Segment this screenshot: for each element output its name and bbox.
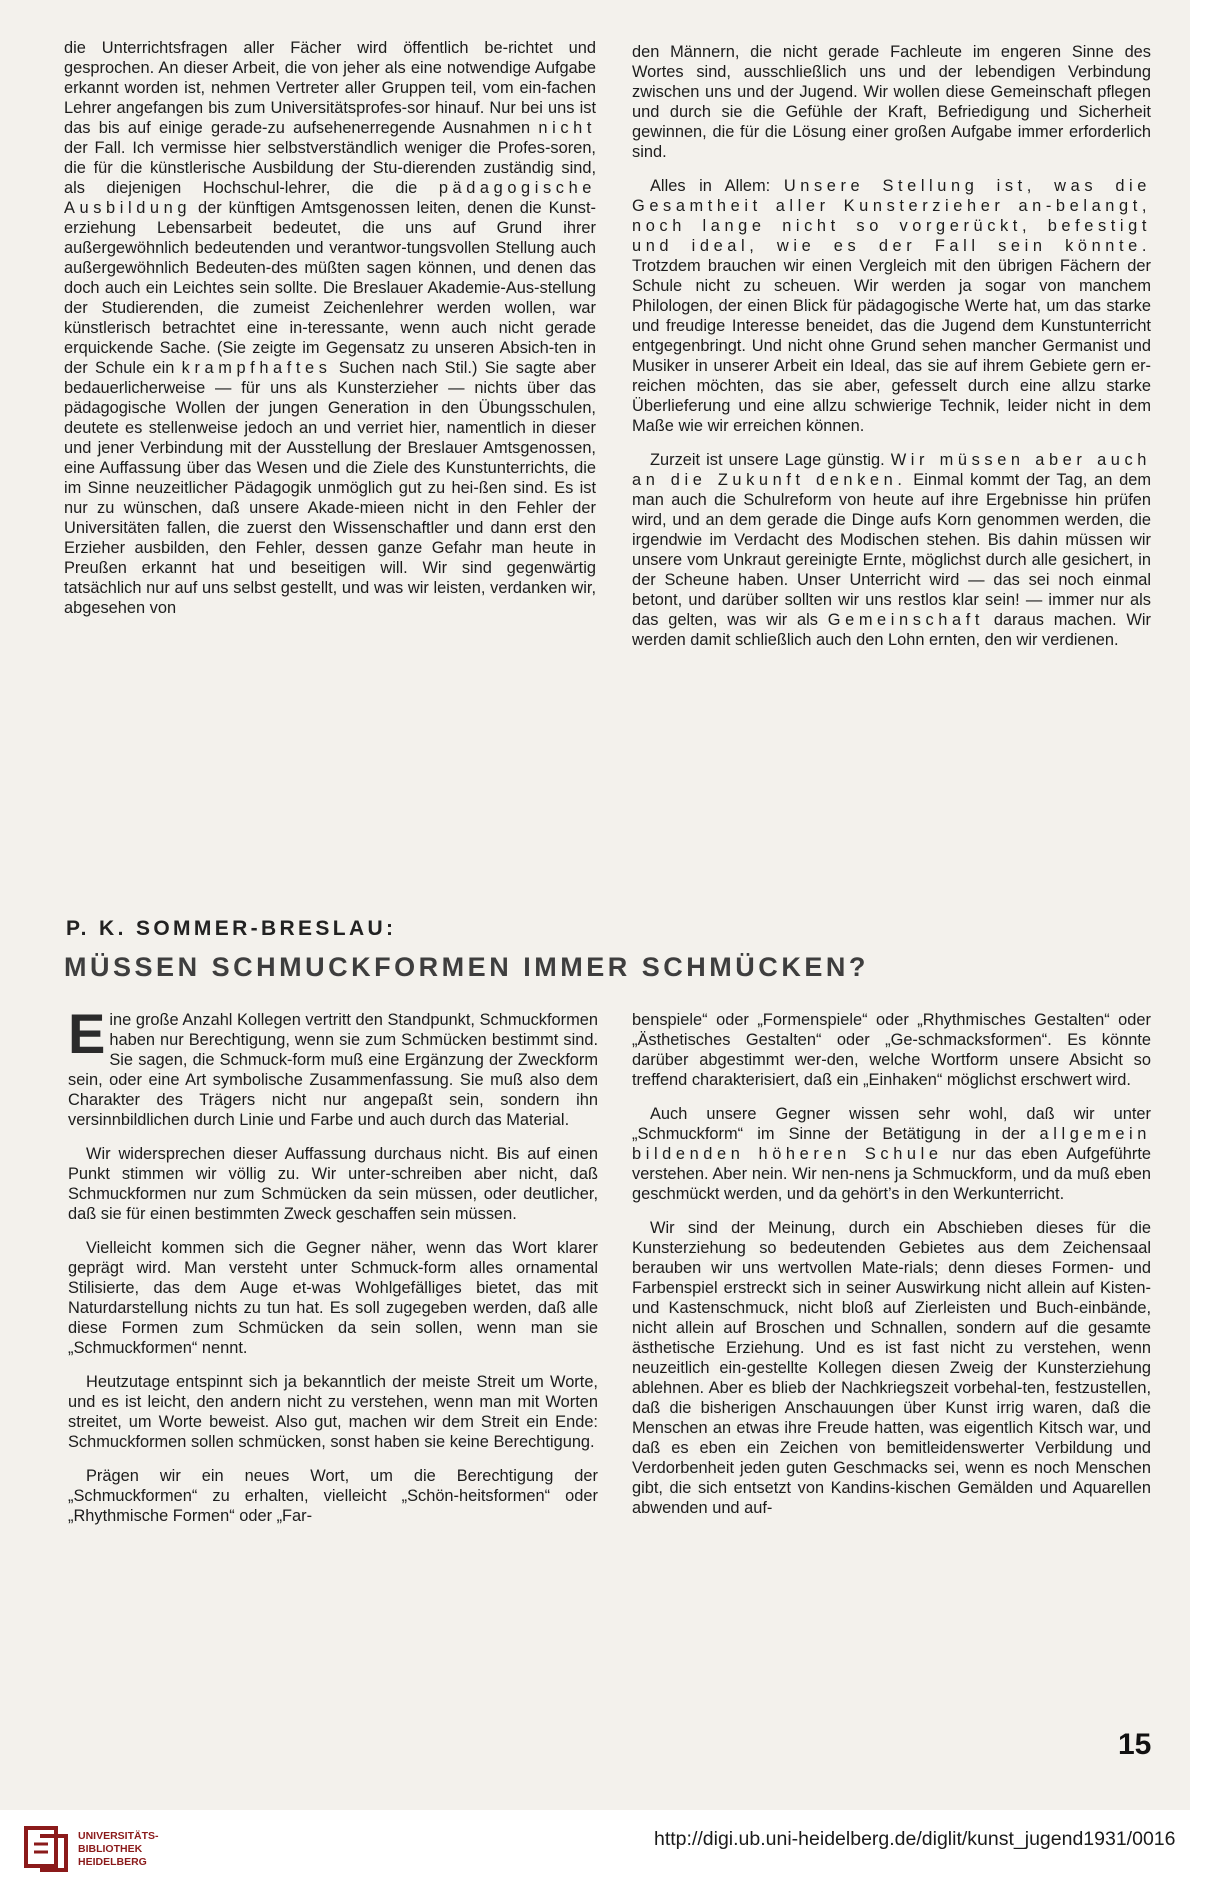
paragraph: Wir widersprechen dieser Auffassung durchaus nicht. Bis auf einen Punkt stimmen wir völlig zu. Wir unter-schreiben aber nicht, daß Schmuckformen nur zum Schmücken da sein müssen, oder deutlicher, daß sie für einen bestimmten Zweck geschaffen sein müssen. (68, 1145, 598, 1223)
spaced-emphasis: allgemein bildenden höheren Schule (632, 1125, 1151, 1163)
spaced-emphasis: Wir müssen aber auch an die Zukunft denken. (632, 451, 1151, 489)
permalink-url[interactable]: http://digi.ub.uni-heidelberg.de/diglit/kunst_jugend1931/0016 (654, 1828, 1176, 1850)
viewer-footer (0, 1810, 1229, 1901)
library-name-line: HEIDELBERG (78, 1856, 147, 1868)
library-name[interactable] (78, 1830, 159, 1869)
paragraph: Eine große Anzahl Kollegen vertritt den Standpunkt, Schmuckformen haben nur Berechtigung, wenn sie zum Schmücken bestimmt sind. Sie sagen, die Schmuck-form muß eine Ergänzung der Zweckform sein, oder eine Art symbolische Zusammenfassung. Sie muß also dem Charakter des Trägers nicht nur angepaßt sein, sondern ihn versinnbildlichen durch Linie und Farbe und auch durch das Material. (68, 1002, 598, 1129)
paragraph: Prägen wir ein neues Wort, um die Berechtigung der „Schmuckformen“ zu erhalten, vielleicht „Schön-heitsformen“ oder „Rhythmische Formen“ oder „Far- (68, 1467, 598, 1525)
paragraph: Auch unsere Gegner wissen sehr wohl, daß wir unter „Schmuckform“ im Sinne der Betätigung in der allgemein bildenden höheren Schule nur das eben Aufgeführte verstehen. Aber nein. Wir nen-nens ja Schmuckform, und da muß eben geschmückt werden, und da gehört’s in den Werkunterricht. (632, 1105, 1151, 1203)
paragraph: Heutzutage entspinnt sich ja bekanntlich der meiste Streit um Worte, und es ist leicht, den andern nicht zu verstehen, wenn man mit Worten streitet, um Worte beweist. Also gut, machen wir dem Streit ein Ende: Schmuckformen sollen schmücken, sonst haben sie keine Berechtigung. (68, 1373, 598, 1451)
spaced-emphasis: Unsere Stellung ist, was die Gesamtheit aller Kunsterzieher an-belangt, noch lange nicht so vorgerückt, befestigt und ideal, wie es der Fall sein könnte. (632, 177, 1151, 255)
spaced-emphasis: pädagogische Ausbildung (64, 179, 596, 217)
article-byline: P. K. SOMMER-BRESLAU: (66, 917, 397, 940)
article-column-left (68, 1002, 598, 1540)
paragraph: den Männern, die nicht gerade Fachleute im engeren Sinne des Wortes sind, ausschließlich uns und der lebendigen Verbindung zwischen uns und der Jugend. Wir wollen diese Gemeinschaft pflegen und durch sie die Gefühle der Kraft, Befriedigung und Sicherheit gewinnen, die für die Lösung einer großen Aufgabe immer erforderlich sind. (632, 43, 1151, 161)
paragraph: benspiele“ oder „Formenspiele“ oder „Rhythmisches Gestalten“ oder „Ästhetisches Gestalten“ oder „Ge-schmacksformen“. Es könnte darüber abgestimmt wer-den, welche Wortform unsere Absicht so treffend charakterisiert, daß ein „Einhaken“ möglichst erschwert wird. (632, 1011, 1151, 1089)
article-title: MÜSSEN SCHMUCKFORMEN IMMER SCHMÜCKEN? (64, 952, 869, 982)
page-number: 15 (1118, 1728, 1152, 1761)
library-logo-icon[interactable] (22, 1822, 72, 1874)
paragraph: Wir sind der Meinung, durch ein Abschieben dieses für die Kunsterziehung so bedeutenden Gebietes aus dem Zeichensaal berauben wir uns wertvollen Mate-rials; denn dieses Formen- und Farbenspiel erstreckt sich in seiner Auswirkung nicht allein auf Kisten- und Kastenschmuck, nicht bloß auf Zierleisten und Buch-einbände, nicht allein auf Broschen und Schnallen, sondern auf die gesamte ästhetische Erziehung. Und es ist fast nicht zu verstehen, wenn neuzeitlich ein-gestellte Kollegen diesen Zweig der Kunsterziehung ablehnen. Aber es blieb der Nachkriegszeit vorbehal-ten, festzustellen, daß die bisherigen Anschauungen über Kunst irrig waren, daß die Menschen an etwas ihre Freude hatten, was eigentlich Kitsch war, und daß es eben ein Zeichen von bemitleidenswerter Verbildung und Verdorbenheit jeden guten Geschmacks sei, wenn es noch Menschen gibt, die sich entsetzt von Kandins-kischen Gemälden und Aquarellen abwenden und auf- (632, 1219, 1151, 1517)
spaced-emphasis: Gemeinschaft (827, 611, 984, 629)
spaced-emphasis: nicht (538, 119, 596, 137)
drop-cap: E (68, 1002, 106, 1065)
library-name-line: UNIVERSITÄTS- (78, 1830, 159, 1842)
column-top-right (632, 42, 1151, 664)
article-column-right (632, 1010, 1151, 1532)
column-top-left (64, 38, 596, 632)
paragraph: Zurzeit ist unsere Lage günstig. Wir müssen aber auch an die Zukunft denken. Einmal kommt der Tag, an dem man auch die Schulreform von heute auf ihre Ergebnisse hin prüfen wird, und an dem gerade die Dinge aufs Korn genommen werden, die irgendwie im Verdacht des Modischen stehen. Bis dahin müssen wir unsere vom Unkraut gereinigte Ernte, möglichst durch alle gesichert, in der Scheune haben. Unser Unterricht wird — das sei noch einmal betont, und darüber sollten wir uns restlos klar sein! — immer nur als das gelten, was wir als Gemeinschaft daraus machen. Wir werden damit schließlich auch den Lohn ernten, den wir verdienen. (632, 451, 1152, 649)
library-name-line: BIBLIOTHEK (78, 1843, 143, 1855)
paragraph: Vielleicht kommen sich die Gegner näher, wenn das Wort klarer geprägt wird. Man versteht unter Schmuck-form alles ornamental Stilisierte, das dem Auge et-was Wohlgefälliges bietet, das mit Naturdarstellung nichts zu tun hat. Es soll zugegeben werden, daß alle diese Formen zum Schmücken da sein sollen, wenn man sie „Schmuckformen“ nennt. (68, 1239, 598, 1357)
spaced-emphasis: krampfhaftes (181, 359, 332, 377)
paragraph: die Unterrichtsfragen aller Fächer wird öffentlich be-richtet und gesprochen. An dieser Arbeit, die von jeher als eine notwendige Aufgabe erkannt worden ist, nehmen Vertreter aller Gruppen teil, vom ein-fachen Lehrer angefangen bis zum Universitätsprofes-sor hinauf. Nur bei uns ist das bis auf einige gerade-zu aufsehenerregende Ausnahmen nicht der Fall. Ich vermisse hier selbstverständlich weniger die Profes-soren, die für die künstlerische Ausbildung der Stu-dierenden zuständig sind, als diejenigen Hochschul-lehrer, die die pädagogische Ausbildung der künftigen Amtsgenossen leiten, denen die Kunst-erziehung Lebensarbeit bedeutet, die uns auf Grund ihrer außergewöhnlich bedeutenden und verantwor-tungsvollen Stellung auch außergewöhnlich Bedeuten-des müßten sagen können, und denen das doch auch ein Leichtes sein sollte. Die Breslauer Akademie-Aus-stellung der Studierenden, die zumeist Zeichenlehrer werden wollen, war künstlerisch betrachtet eine in-teressante, wenn auch nicht gerade erquickende Sache. (Sie zeigte im Gegensatz zu unseren Absich-ten in der Schule ein krampfhaftes Suchen nach Stil.) Sie sagte aber bedauerlicherweise — für uns als Kunsterzieher — nichts über das pädagogische Wollen der jungen Generation in den Übungsschulen, deutete es stellenweise jedoch an und verriet hier, namentlich in dieser und jener Verbindung mit der Ausstellung der Breslauer Amtsgenossen, eine Auffassung über das Wesen und die Ziele des Kunstunterrichts, die im Sinne neuzeitlicher Pädagogik unmöglich gut zu hei-ßen sind. Es ist nur zu wünschen, daß unsere Akade-mieen nicht in den Fehler der Universitäten fallen, die zuerst den Wissenschaftler und dann erst den Erzieher ausbilden, den Fehler, dessen ganze Gefahr man heute in Preußen erkannt hat und beseitigen will. Wir sind gegenwärtig tatsächlich nur auf uns selbst gestellt, und was wir leisten, verdanken wir, abgesehen von (64, 39, 596, 617)
paragraph: Alles in Allem: Unsere Stellung ist, was die Gesamtheit aller Kunsterzieher an-belangt, noch lange nicht so vorgerückt, befestigt und ideal, wie es der Fall sein könnte. Trotzdem brauchen wir einen Vergleich mit den übrigen Fächern der Schule nicht zu scheuen. Wir werden ja sogar von manchem Philologen, der einen Blick für pädagogische Werte hat, um das starke und freudige Interesse beneidet, das die Jugend dem Kunstunterricht entgegenbringt. Und nicht ohne Grund sehen mancher Germanist und Musiker in unserer Arbeit ein Ideal, das sie auf ihrem Gebiete gern er-reichen möchten, das sie aber, gefesselt durch eine allzu starke Überlieferung und eine allzu schwierige Technik, leider nicht in dem Maße wie wir erreichen können. (632, 177, 1151, 435)
